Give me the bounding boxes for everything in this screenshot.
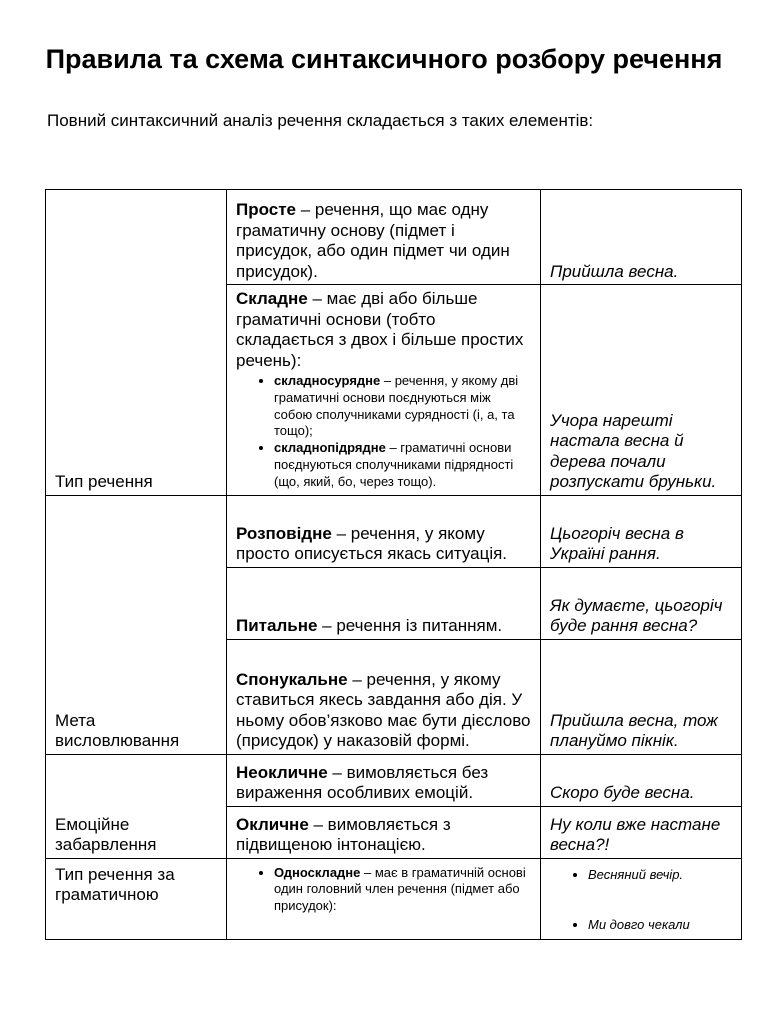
grammar-examples-list [550, 867, 732, 935]
example-imperative: Прийшла весна, тож плануймо пікнік. [541, 639, 742, 754]
definition-nonexclamatory: – вимовляється без вираження особливих емоцій. [236, 762, 489, 803]
row-label-purpose: Мета висловлювання [46, 495, 227, 754]
complex-subtypes-list [236, 373, 531, 491]
definition-cell [227, 190, 541, 285]
list-item: • Весняний вечір. [588, 867, 732, 884]
definition-complex: – має дві або більше граматичні основи (тобто складається з двох і більше простих речень): [236, 289, 524, 370]
example-complex: Учора нарешті настала весна й дерева почали розпускати бруньки. [541, 285, 742, 496]
definition-subordinate: – граматичні основи поєднуються сполучниками підрядності (що, який, бо, через тощо). [274, 440, 514, 489]
term-exclamatory: Окличне [236, 814, 309, 834]
term-onepart: Односкладне [274, 864, 361, 880]
term-simple: Просте [236, 200, 296, 219]
table-row [46, 190, 742, 285]
page-title: Правила та схема синтаксичного розбору речення [45, 44, 723, 74]
example-cell [541, 858, 742, 939]
row-label-grammar: Тип речення за граматичною [46, 858, 227, 939]
definition-cell [227, 858, 541, 939]
row-label-type: Тип речення [46, 190, 227, 496]
example-narrative: Цьогоріч весна в Україні рання. [541, 495, 742, 567]
definition-imperative: – речення, у якому ставиться якесь завдання або дія. У ньому обов’язково має бути дієслово (присудок) у наказовій формі. [236, 669, 531, 751]
definition-compound: – речення, у якому дві граматичні основи поєднуються між собою сполучниками сурядності (і, а, та тощо); [274, 373, 519, 439]
syntax-table [45, 189, 742, 940]
list-item [274, 373, 531, 440]
definition-interrogative: – речення із питанням. [317, 616, 503, 636]
term-compound: складносурядне [274, 373, 381, 388]
definition-simple: – речення, що має одну граматичну основу (підмет і присудок, або один підмет чи один присудок). [236, 200, 510, 281]
table-row [46, 495, 742, 567]
term-nonexclamatory: Неокличне [236, 762, 328, 782]
term-subordinate: складнопідрядне [274, 440, 386, 456]
definition-cell [227, 754, 541, 806]
term-narrative: Розповідне [236, 523, 332, 543]
definition-cell [227, 806, 541, 858]
definition-cell [227, 285, 541, 496]
list-item: • Ми довго чекали [588, 917, 732, 934]
example-nonexclamatory: Скоро буде весна. [541, 754, 742, 806]
definition-cell [227, 639, 541, 754]
definition-cell [227, 495, 541, 567]
list-item [274, 440, 531, 490]
row-label-emotion: Емоційне забарвлення [46, 754, 227, 858]
definition-exclamatory: – вимовляється з підвищеною інтонацією. [236, 814, 451, 855]
list-item [274, 865, 531, 915]
example-interrogative: Як думаєте, цьогоріч буде рання весна? [541, 567, 742, 639]
table-row [46, 754, 742, 806]
definition-onepart: – має в граматичній основі один головний член речення (підмет або присудок): [274, 864, 526, 914]
table-row [46, 858, 742, 939]
example-simple: Прийшла весна. [541, 190, 742, 285]
term-complex: Складне [236, 289, 308, 308]
definition-narrative: – речення, у якому просто описується якась ситуація. [236, 523, 508, 564]
grammar-types-list [236, 865, 531, 915]
definition-cell [227, 567, 541, 639]
intro-text: Повний синтаксичний аналіз речення складається з таких елементів: [47, 111, 594, 130]
term-interrogative: Питальне [236, 616, 318, 636]
example-exclamatory: Ну коли вже настане весна?! [541, 806, 742, 858]
term-imperative: Спонукальне [236, 669, 348, 689]
